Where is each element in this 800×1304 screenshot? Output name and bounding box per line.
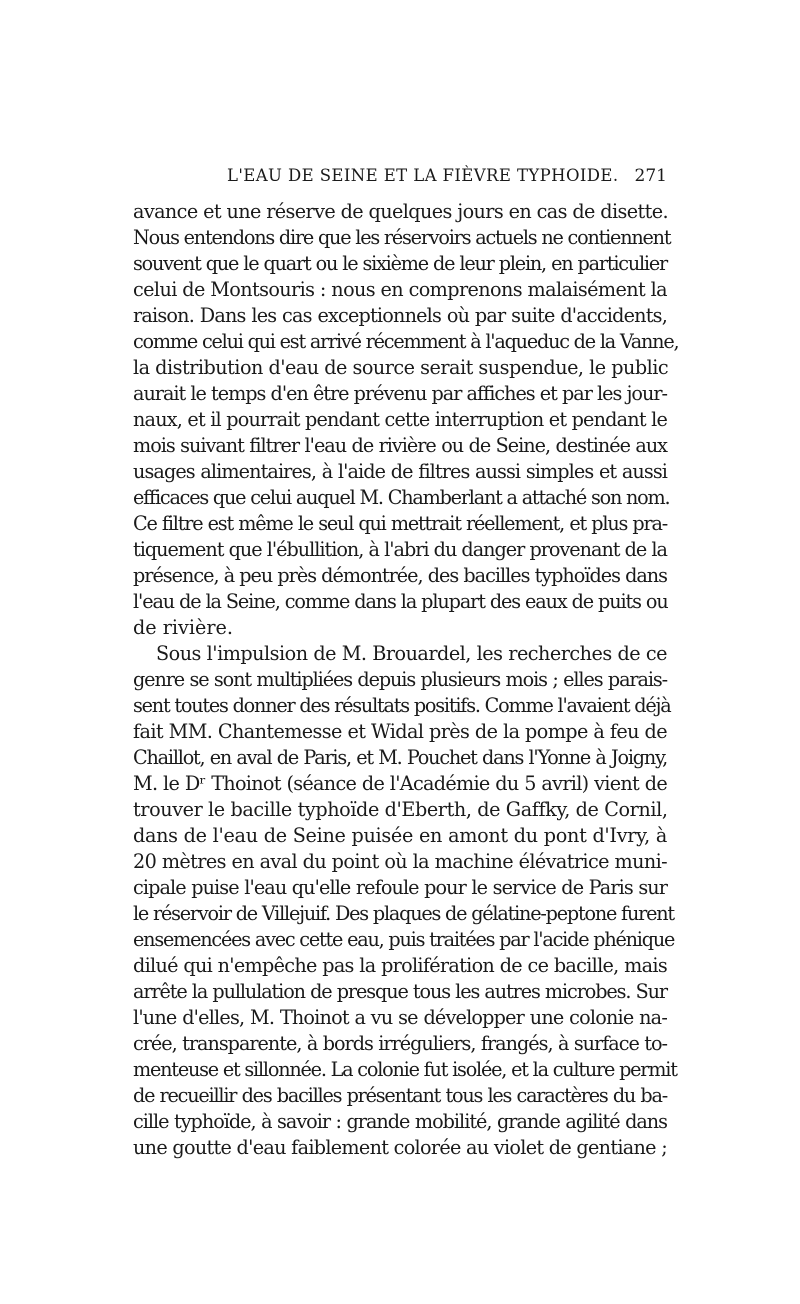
text-line: de recueillir des bacilles présentant tous les caractères du ba-: [133, 1084, 667, 1107]
text-line: raison. Dans les cas exceptionnels où par suite d'accidents,: [133, 304, 667, 327]
text-line: celui de Montsouris : nous en comprenons malaisément la: [133, 278, 667, 301]
text-line: le réservoir de Villejuif. Des plaques de gélatine-peptone furent: [133, 902, 674, 925]
text-line: usages alimentaires, à l'aide de filtres aussi simples et aussi: [133, 460, 667, 483]
text-line: cipale puise l'eau qu'elle refoule pour le service de Paris sur: [133, 876, 667, 899]
text-line: présence, à peu près démontrée, des bacilles typhoïdes dans: [133, 564, 667, 587]
text-line: cille typhoïde, à savoir : grande mobilité, grande agilité dans: [133, 1110, 667, 1133]
text-line: arrête la pullulation de presque tous les autres microbes. Sur: [133, 980, 667, 1003]
text-line: dilué qui n'empêche pas la prolifération de ce bacille, mais: [133, 954, 667, 977]
text-line: Nous entendons dire que les réservoirs actuels ne contiennent: [133, 226, 671, 249]
text-line: avance et une réserve de quelques jours en cas de disette.: [133, 200, 668, 223]
text-line: efficaces que celui auquel M. Chamberlant a attaché son nom.: [133, 486, 670, 509]
text-line: tiquement que l'ébullition, à l'abri du danger provenant de la: [133, 538, 667, 561]
text-line: dans de l'eau de Seine puisée en amont du pont d'Ivry, à: [133, 824, 667, 847]
text-line: 20 mètres en aval du point où la machine élévatrice muni-: [133, 850, 667, 873]
text-line: fait MM. Chantemesse et Widal près de la pompe à feu de: [133, 720, 667, 743]
text-line: la distribution d'eau de source serait suspendue, le public: [133, 356, 669, 379]
text-line: menteuse et sillonnée. La colonie fut isolée, et la culture permit: [133, 1058, 677, 1081]
running-head: [133, 166, 667, 188]
text-line: aurait le temps d'en être prévenu par affiches et par les jour-: [133, 382, 667, 405]
text-line: M. le Dʳ Thoinot (séance de l'Académie du 5 avril) vient de: [133, 772, 667, 795]
body-text: [133, 199, 679, 1161]
text-line: genre se sont multipliées depuis plusieurs mois ; elles parais-: [133, 668, 667, 691]
text-line: trouver le bacille typhoïde d'Eberth, de Gaffky, de Cornil,: [133, 798, 668, 821]
text-line: une goutte d'eau faiblement colorée au violet de gentiane ;: [133, 1136, 667, 1159]
text-line: l'eau de la Seine, comme dans la plupart des eaux de puits ou: [133, 590, 668, 613]
running-title: L'EAU DE SEINE ET LA FIÈVRE TYPHOIDE.: [227, 166, 619, 185]
text-line: naux, et il pourrait pendant cette interruption et pendant le: [133, 408, 667, 431]
text-line: ensemencées avec cette eau, puis traitées par l'acide phénique: [133, 928, 675, 951]
text-line: comme celui qui est arrivé récemment à l'aqueduc de la Vanne,: [133, 330, 679, 353]
text-line-paragraph-start: Sous l'impulsion de M. Brouardel, les recherches de ce: [156, 642, 667, 665]
text-line: Chaillot, en aval de Paris, et M. Pouchet dans l'Yonne à Joigny,: [133, 746, 667, 769]
text-line-paragraph-end: de rivière.: [133, 616, 234, 639]
text-line: souvent que le quart ou le sixième de leur plein, en particulier: [133, 252, 667, 275]
text-line: sent toutes donner des résultats positifs. Comme l'avaient déjà: [133, 694, 671, 717]
text-line: l'une d'elles, M. Thoinot a vu se développer une colonie na-: [133, 1006, 667, 1029]
text-line: Ce filtre est même le seul qui mettrait réellement, et plus pra-: [133, 512, 667, 535]
text-line: crée, transparente, à bords irréguliers, frangés, à surface to-: [133, 1032, 667, 1055]
page-number: 271: [634, 166, 667, 186]
text-line: mois suivant filtrer l'eau de rivière ou de Seine, destinée aux: [133, 434, 667, 457]
